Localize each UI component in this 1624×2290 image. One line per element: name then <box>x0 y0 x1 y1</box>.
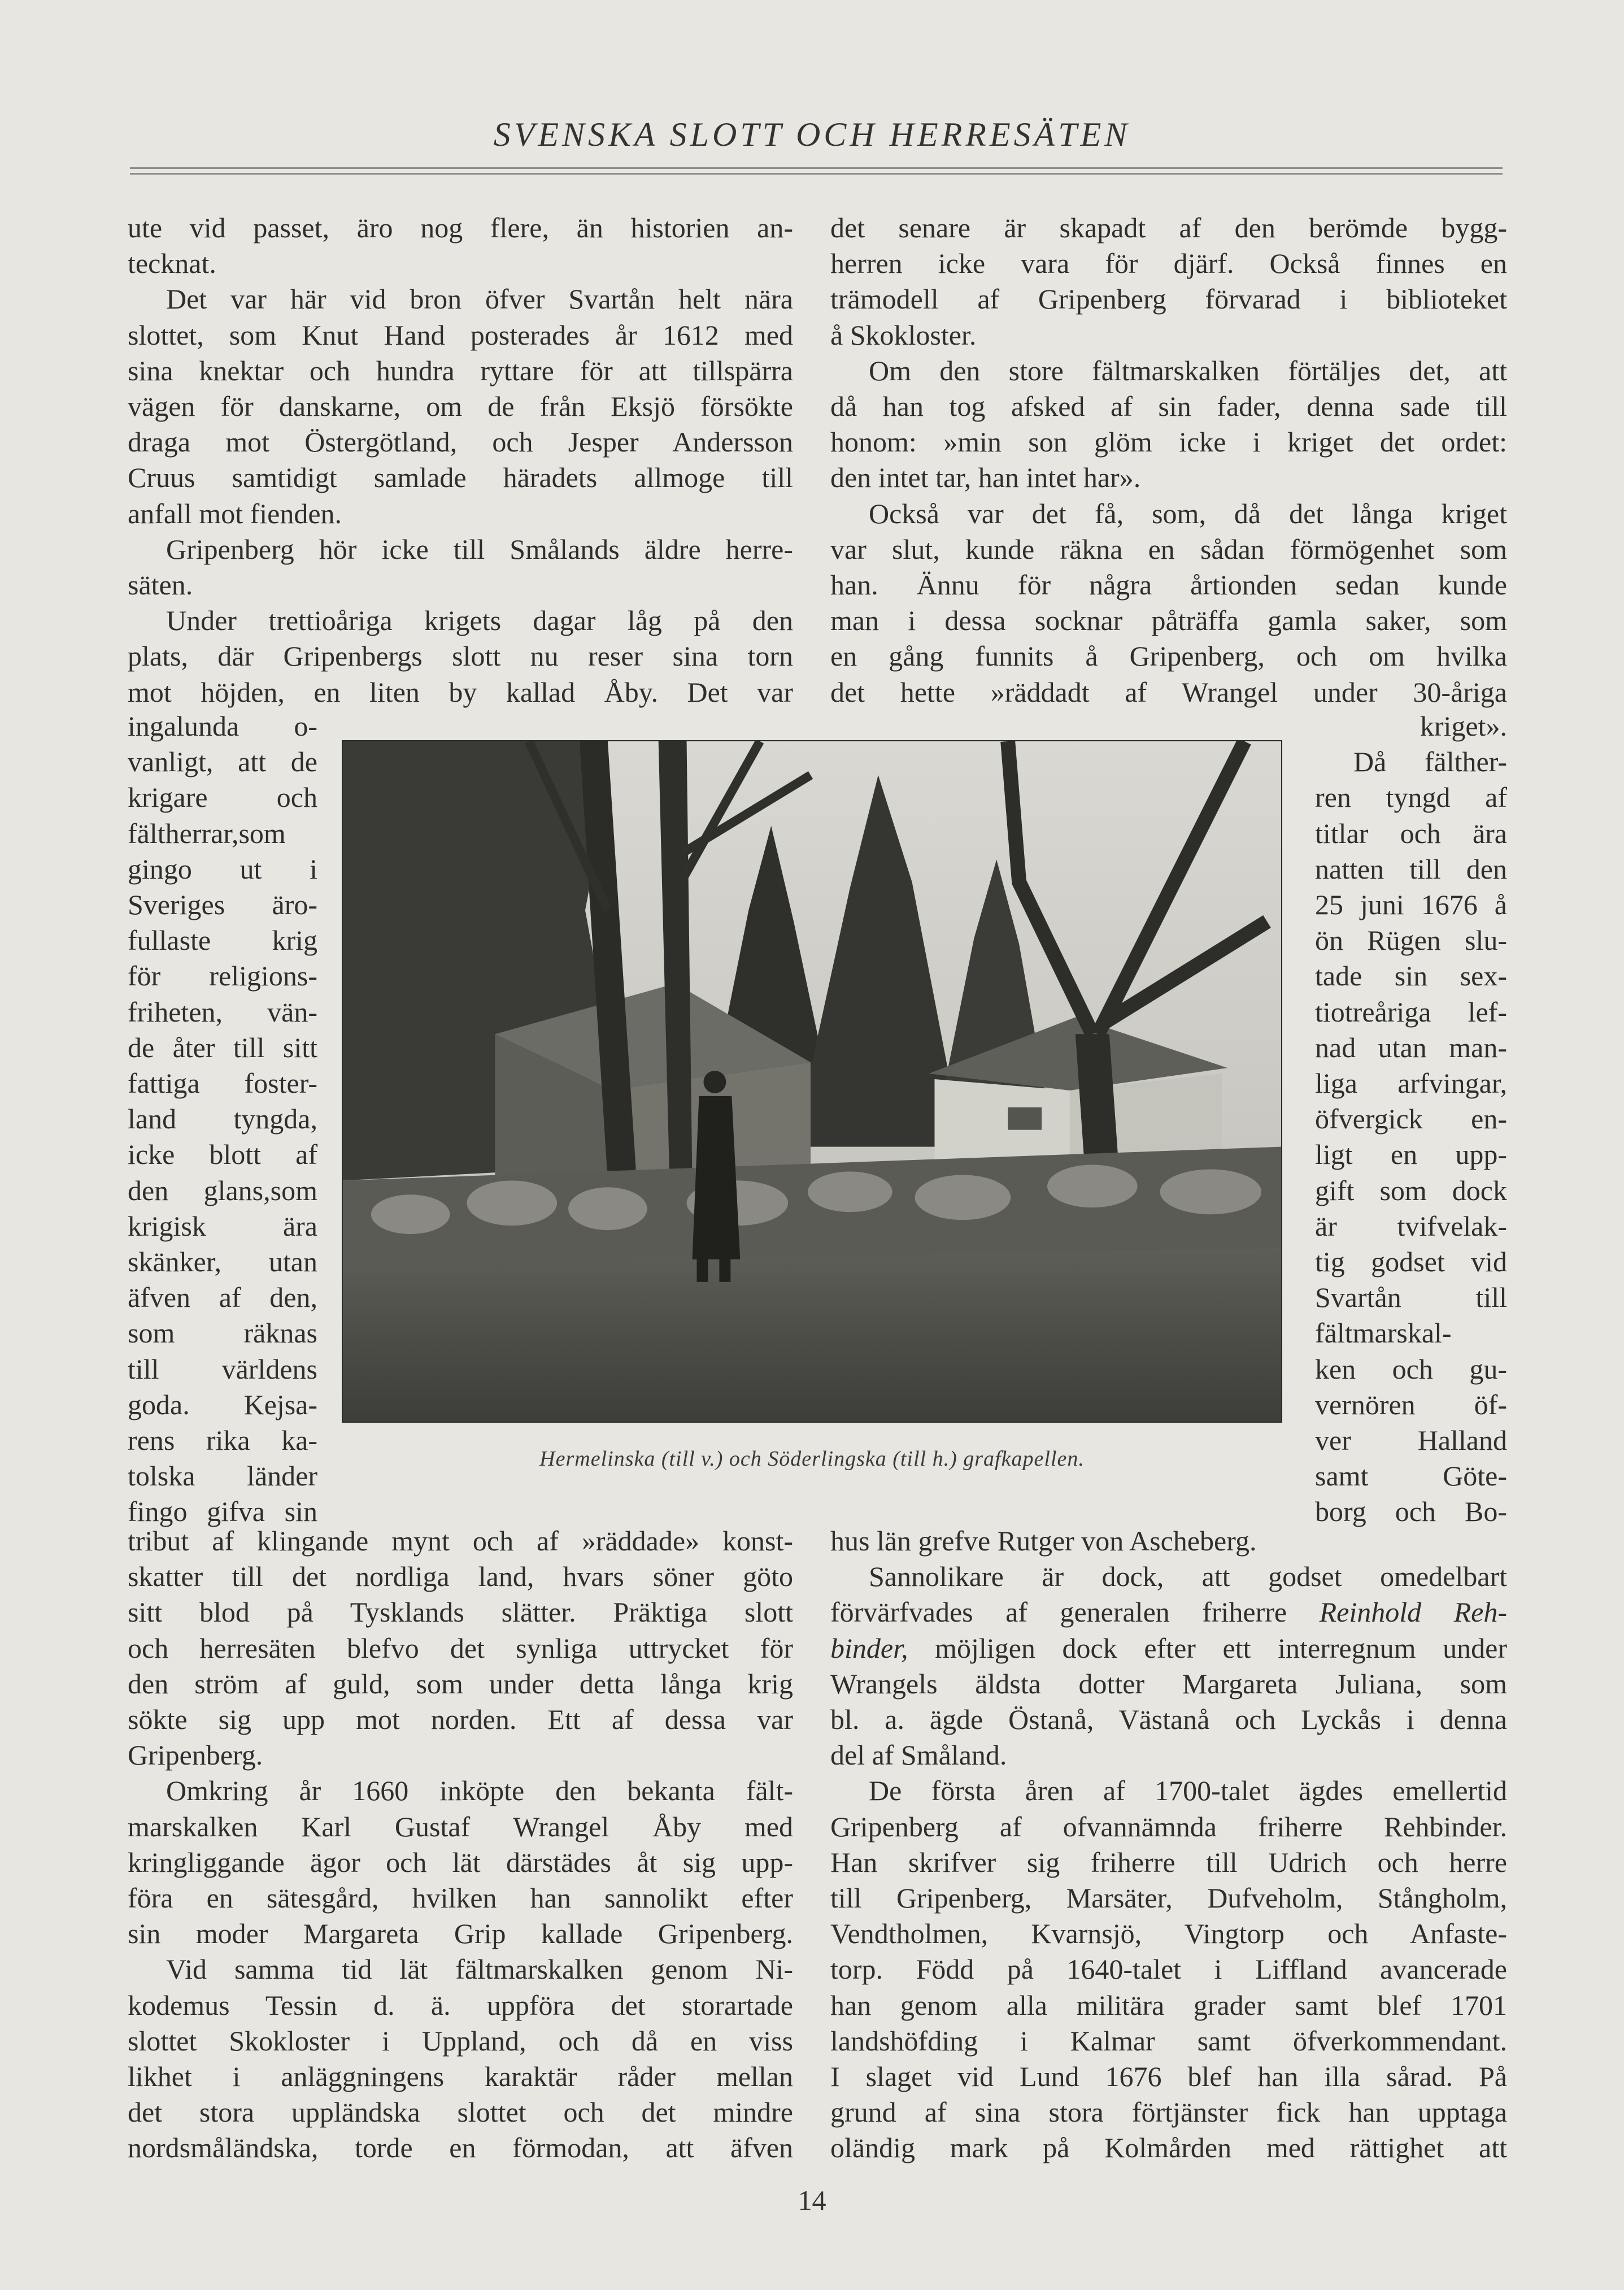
text-line: Han skrifver sig friherre till Udrich och herre <box>830 1846 1507 1878</box>
text-line: den ström af guld, som under detta långa krig <box>128 1667 793 1700</box>
text-line: friheten, vän- <box>128 996 317 1028</box>
text-line: fattiga foster- <box>128 1067 317 1100</box>
text-line: man i dessa socknar påträffa gamla saker, som <box>830 605 1507 637</box>
text-line: ingalunda o- <box>128 710 317 742</box>
text-line: ön Rügen slu- <box>1315 924 1507 957</box>
text-line: Vid samma tid lät fältmarskalken genom Ni- <box>166 1953 793 1985</box>
text-line: sitt blod på Tysklands slätter. Präktiga slott <box>128 1596 793 1628</box>
text-line: vernören öf- <box>1315 1388 1507 1420</box>
text-line: Sannolikare är dock, att godset omedelbart <box>869 1561 1507 1593</box>
text-span: möjligen dock efter ett interregnum under <box>908 1632 1507 1664</box>
text-line: Gripenberg af ofvannämnda friherre Rehbinder. <box>830 1810 1507 1843</box>
text-line: föra en sätesgård, hvilken han sannolikt efter <box>128 1882 793 1914</box>
running-head: SVENSKA SLOTT OCH HERRESÄTEN <box>493 116 1131 153</box>
text-line: skatter till det nordliga land, hvars söner göto <box>128 1561 793 1593</box>
figure-caption: Hermelinska (till v.) och Söderlingska (till h.) grafkapellen. <box>539 1447 1085 1471</box>
text-line: bl. a. ägde Östanå, Västanå och Lyckås i denna <box>830 1704 1507 1736</box>
text-line: ligt en upp- <box>1315 1139 1507 1171</box>
text-line: 25 juni 1676 å <box>1315 889 1507 921</box>
text-line: landshöfding i Kalmar samt öfverkommendant. <box>830 2024 1507 2057</box>
text-line: ken och gu- <box>1315 1353 1507 1385</box>
text-line: ute vid passet, äro nog flere, än historien an- <box>128 212 793 244</box>
text-line: de åter till sitt <box>128 1031 317 1063</box>
text-line: trämodell af Gripenberg förvarad i biblioteket <box>830 283 1507 315</box>
text-line: Gripenberg hör icke till Smålands äldre herre- <box>166 533 793 565</box>
text-line: det hette »räddadt af Wrangel under 30-åriga <box>830 676 1507 708</box>
text-span: förvärfvades af generalen friherre <box>830 1596 1320 1628</box>
text-line: sin moder Margareta Grip kallade Gripenberg. <box>128 1918 793 1950</box>
text-line: sökte sig upp mot norden. Ett af dessa var <box>128 1704 793 1736</box>
text-line: marskalken Karl Gustaf Wrangel Åby med <box>128 1810 793 1843</box>
text-line: säten. <box>128 569 193 601</box>
text-line: nad utan man- <box>1315 1031 1507 1063</box>
text-line: oländig mark på Kolmården med rättighet att <box>830 2132 1507 2164</box>
text-line: torp. Född på 1640-talet i Liffland avancerade <box>830 1953 1507 1985</box>
text-line: kringliggande ägor och lät därstädes åt sig upp- <box>128 1846 793 1878</box>
text-line: icke blott af <box>128 1139 317 1171</box>
text-line: Också var det få, som, då det långa kriget <box>869 497 1507 529</box>
text-line: då han tog afsked af sin fader, denna sade till <box>830 390 1507 423</box>
text-line: fingo gifva sin <box>128 1496 317 1528</box>
text-line: De första åren af 1700-talet ägdes emellertid <box>869 1775 1507 1807</box>
right-column-wrap <box>1315 709 1507 1530</box>
text-line: borg och Bo- <box>1315 1496 1507 1528</box>
text-line: Då fälther- <box>1353 746 1507 778</box>
text-line: samt Göte- <box>1315 1460 1507 1492</box>
text-line: fältherrar,som <box>128 817 286 849</box>
text-line: del af Småland. <box>830 1739 1007 1771</box>
text-line: kriget». <box>1420 710 1507 742</box>
text-line: nordsmåländska, torde en förmodan, att äfven <box>128 2132 793 2164</box>
text-line: Sveriges äro- <box>128 889 317 921</box>
text-line: kodemus Tessin d. ä. uppföra det storartade <box>128 1989 793 2021</box>
text-line: krigisk ära <box>128 1210 317 1242</box>
text-line: grund af sina stora förtjänster fick han upptaga <box>830 2096 1507 2128</box>
italic-name: binder, <box>830 1632 908 1664</box>
text-line: Vendtholmen, Kvarnsjö, Vingtorp och Anfaste- <box>830 1918 1507 1950</box>
left-column-bottom <box>128 1523 793 2166</box>
text-line: natten till den <box>1315 853 1507 885</box>
text-line: tig godset vid <box>1315 1246 1507 1278</box>
text-line: vanligt, att de <box>128 746 317 778</box>
text-line: mot höjden, en liten by kallad Åby. Det var <box>128 676 793 708</box>
text-line: för religions- <box>128 960 317 992</box>
text-line: det stora uppländska slottet och det mindre <box>128 2096 793 2128</box>
text-line: tiotreåriga lef- <box>1315 996 1507 1028</box>
text-line: äfven af den, <box>128 1281 317 1314</box>
text-line: draga mot Östergötland, och Jesper Andersson <box>128 426 793 458</box>
text-line <box>830 1594 1507 1630</box>
text-line: gift som dock <box>1315 1174 1507 1206</box>
text-line: han genom alla militära grader samt blef 1701 <box>830 1989 1507 2021</box>
text-line: hus län grefve Rutger von Ascheberg. <box>830 1525 1257 1557</box>
text-line: Omkring år 1660 inköpte den bekanta fält- <box>166 1775 793 1807</box>
text-line: var slut, kunde räkna en sådan förmögenhet som <box>830 533 1507 565</box>
text-line: öfvergick en- <box>1315 1103 1507 1135</box>
text-line: herren icke vara för djärf. Också finnes en <box>830 247 1507 280</box>
text-line: Under trettioåriga krigets dagar låg på den <box>166 605 793 637</box>
text-line: slottet, som Knut Hand posterades år 1612 med <box>128 319 793 351</box>
text-line: ver Halland <box>1315 1424 1507 1457</box>
text-line: till världens <box>128 1353 317 1385</box>
text-line: fullaste krig <box>128 924 317 957</box>
text-line: Om den store fältmarskalken förtäljes det, att <box>869 354 1507 386</box>
text-line: till Gripenberg, Marsäter, Dufveholm, Stångholm, <box>830 1882 1507 1914</box>
italic-name: Reinhold Reh- <box>1319 1596 1507 1628</box>
text-line: goda. Kejsa- <box>128 1388 317 1420</box>
text-line: Cruus samtidigt samlade häradets allmoge till <box>128 462 793 494</box>
text-line: gingo ut i <box>128 853 317 885</box>
header-rule-top <box>130 167 1503 169</box>
text-line: och herresäten blefvo det synliga uttrycket för <box>128 1632 793 1664</box>
text-line: Wrangels äldsta dotter Margareta Juliana, som <box>830 1667 1507 1700</box>
left-column-wrap <box>128 709 317 1530</box>
page-number: 14 <box>798 2184 826 2216</box>
right-column-bottom <box>830 1523 1507 2166</box>
text-line: rens rika ka- <box>128 1424 317 1457</box>
text-line: honom: »min son glöm icke i kriget det ordet: <box>830 426 1507 458</box>
text-line: liga arfvingar, <box>1315 1067 1507 1100</box>
text-line: krigare och <box>128 781 317 814</box>
text-line: likhet i anläggningens karaktär råder mellan <box>128 2061 793 2093</box>
text-line: det senare är skapadt af den berömde bygg- <box>830 212 1507 244</box>
text-line: land tyngda, <box>128 1103 317 1135</box>
text-line: den glans,som <box>128 1174 317 1206</box>
text-line: tolska länder <box>128 1460 317 1492</box>
text-line: är tvifvelak- <box>1315 1210 1507 1242</box>
text-line: fältmarskal- <box>1315 1317 1452 1349</box>
text-line: den intet tar, han intet har». <box>830 462 1141 494</box>
text-line <box>830 1631 1507 1666</box>
text-line: ren tyngd af <box>1315 781 1507 814</box>
text-line: en gång funnits å Gripenberg, och om hvilka <box>830 640 1507 672</box>
text-line: skänker, utan <box>128 1246 317 1278</box>
text-line: han. Ännu för några årtionden sedan kunde <box>830 569 1507 601</box>
text-line: plats, där Gripenbergs slott nu reser sina torn <box>128 640 793 672</box>
text-line: sina knektar och hundra ryttare för att tillspärra <box>128 354 793 386</box>
photo-illustration <box>343 741 1281 1422</box>
text-line: slottet Skokloster i Uppland, och då en viss <box>128 2024 793 2057</box>
photograph-grave-chapels <box>342 740 1282 1423</box>
text-line: tribut af klingande mynt och af »räddade» konst- <box>128 1525 793 1557</box>
header-rule-bottom <box>130 173 1503 175</box>
text-line: tade sin sex- <box>1315 960 1507 992</box>
text-line: vägen för danskarne, om de från Eksjö försökte <box>128 390 793 423</box>
text-line: I slaget vid Lund 1676 blef han illa sårad. På <box>830 2061 1507 2093</box>
text-line: titlar och ära <box>1315 817 1507 849</box>
text-line: å Skokloster. <box>830 319 977 351</box>
text-line: Gripenberg. <box>128 1739 263 1771</box>
text-line: Det var här vid bron öfver Svartån helt nära <box>166 283 793 315</box>
text-line: Svartån till <box>1315 1281 1507 1314</box>
text-line: tecknat. <box>128 247 216 280</box>
right-column-top <box>830 210 1507 710</box>
left-column-top <box>128 210 793 710</box>
text-line: anfall mot fienden. <box>128 497 342 529</box>
text-line: som räknas <box>128 1317 317 1349</box>
